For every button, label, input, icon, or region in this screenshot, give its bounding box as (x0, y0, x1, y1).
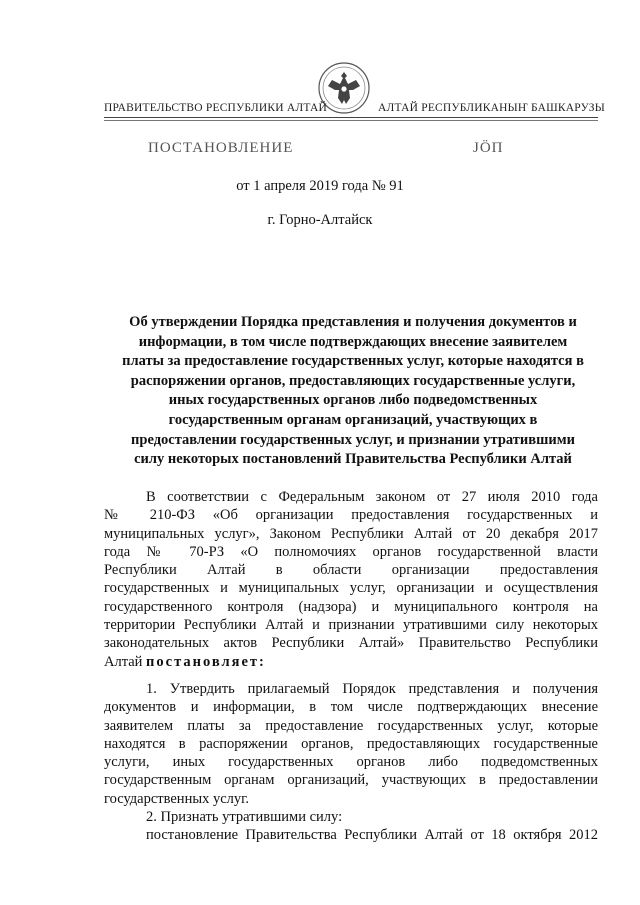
item-line: документов и информации, в том числе подтверждающих внесение (104, 699, 598, 716)
item-line: находятся в распоряжении органов, предоставляющих государственные (104, 735, 598, 752)
item-line: заявителем платы за предоставление государственных услуг, которые (104, 717, 598, 734)
preamble-line: законодательных актов Республики Алтай» Правительство Республики (104, 635, 598, 652)
item-line: постановление Правительства Республики Алтай от 18 октября 2012 (146, 827, 598, 844)
item-line: 2. Признать утратившими силу: (146, 809, 343, 826)
preamble-line: года № 70-РЗ «О полномочиях органов государственной власти (104, 543, 598, 560)
document-date-number: от 1 апреля 2019 года № 91 (236, 178, 404, 194)
document-city: г. Горно-Алтайск (267, 212, 373, 228)
preamble-line: Республики Алтай в области организации предоставления (104, 562, 598, 579)
title-line: платы за предоставление государственных услуг, которые находятся в (122, 353, 584, 370)
government-name-ru: ПРАВИТЕЛЬСТВО РЕСПУБЛИКИ АЛТАЙ (104, 102, 328, 114)
preamble-last-line (104, 653, 598, 671)
title-line: информации, в том числе подтверждающих внесение заявителем (138, 333, 568, 350)
document-title (108, 313, 598, 470)
preamble-line: государственных и муниципальных услуг, организации и осуществления (104, 580, 598, 597)
header-rule-secondary (104, 120, 598, 121)
title-line: иных государственных органов либо подведомственных (168, 392, 538, 409)
preamble-line: территории Республики Алтай и признании утратившими силу некоторых (104, 617, 598, 634)
document-type-alt: ЈӦП (473, 140, 504, 156)
preamble-line: № 210-ФЗ «Об организации предоставления государственных и (104, 507, 598, 524)
item-line: государственных услуг. (104, 790, 250, 807)
preamble-paragraph (104, 488, 598, 671)
preamble-line: В соответствии с Федеральным законом от 27 июля 2010 года (146, 489, 598, 505)
item-line: государственным органам организаций, участвующих в предоставлении (104, 772, 598, 789)
government-name-alt: АЛТАЙ РЕСПУБЛИКАНЫҤ БАШКАРУЗЫ (378, 102, 605, 114)
title-line: Об утверждении Порядка представления и получения документов и (129, 314, 577, 330)
title-line: предоставлении государственных услуг, и признании утратившими (131, 431, 575, 448)
item-line: услуги, иных государственных органов либо подведомственных (104, 754, 598, 771)
resolution-keyword: постановляет: (146, 653, 266, 670)
preamble-line: государственного контроля (надзора) и муниципального контроля на (104, 598, 598, 615)
title-line: силу некоторых постановлений Правительства Республики Алтай (134, 451, 572, 468)
title-line: государственным органам организаций, участвующих в (168, 411, 538, 428)
item-line: 1. Утвердить прилагаемый Порядок представления и получения (146, 681, 598, 697)
title-line: распоряжении органов, предоставляющих государственные услуги, (130, 372, 576, 389)
header-rule (104, 117, 598, 118)
resolution-items (104, 680, 598, 845)
preamble-last-prefix: Алтай (104, 653, 147, 670)
document-type-ru: ПОСТАНОВЛЕНИЕ (148, 140, 294, 156)
preamble-line: муниципальных услуг», Законом Республики Алтай от 20 декабря 2017 (104, 525, 598, 542)
